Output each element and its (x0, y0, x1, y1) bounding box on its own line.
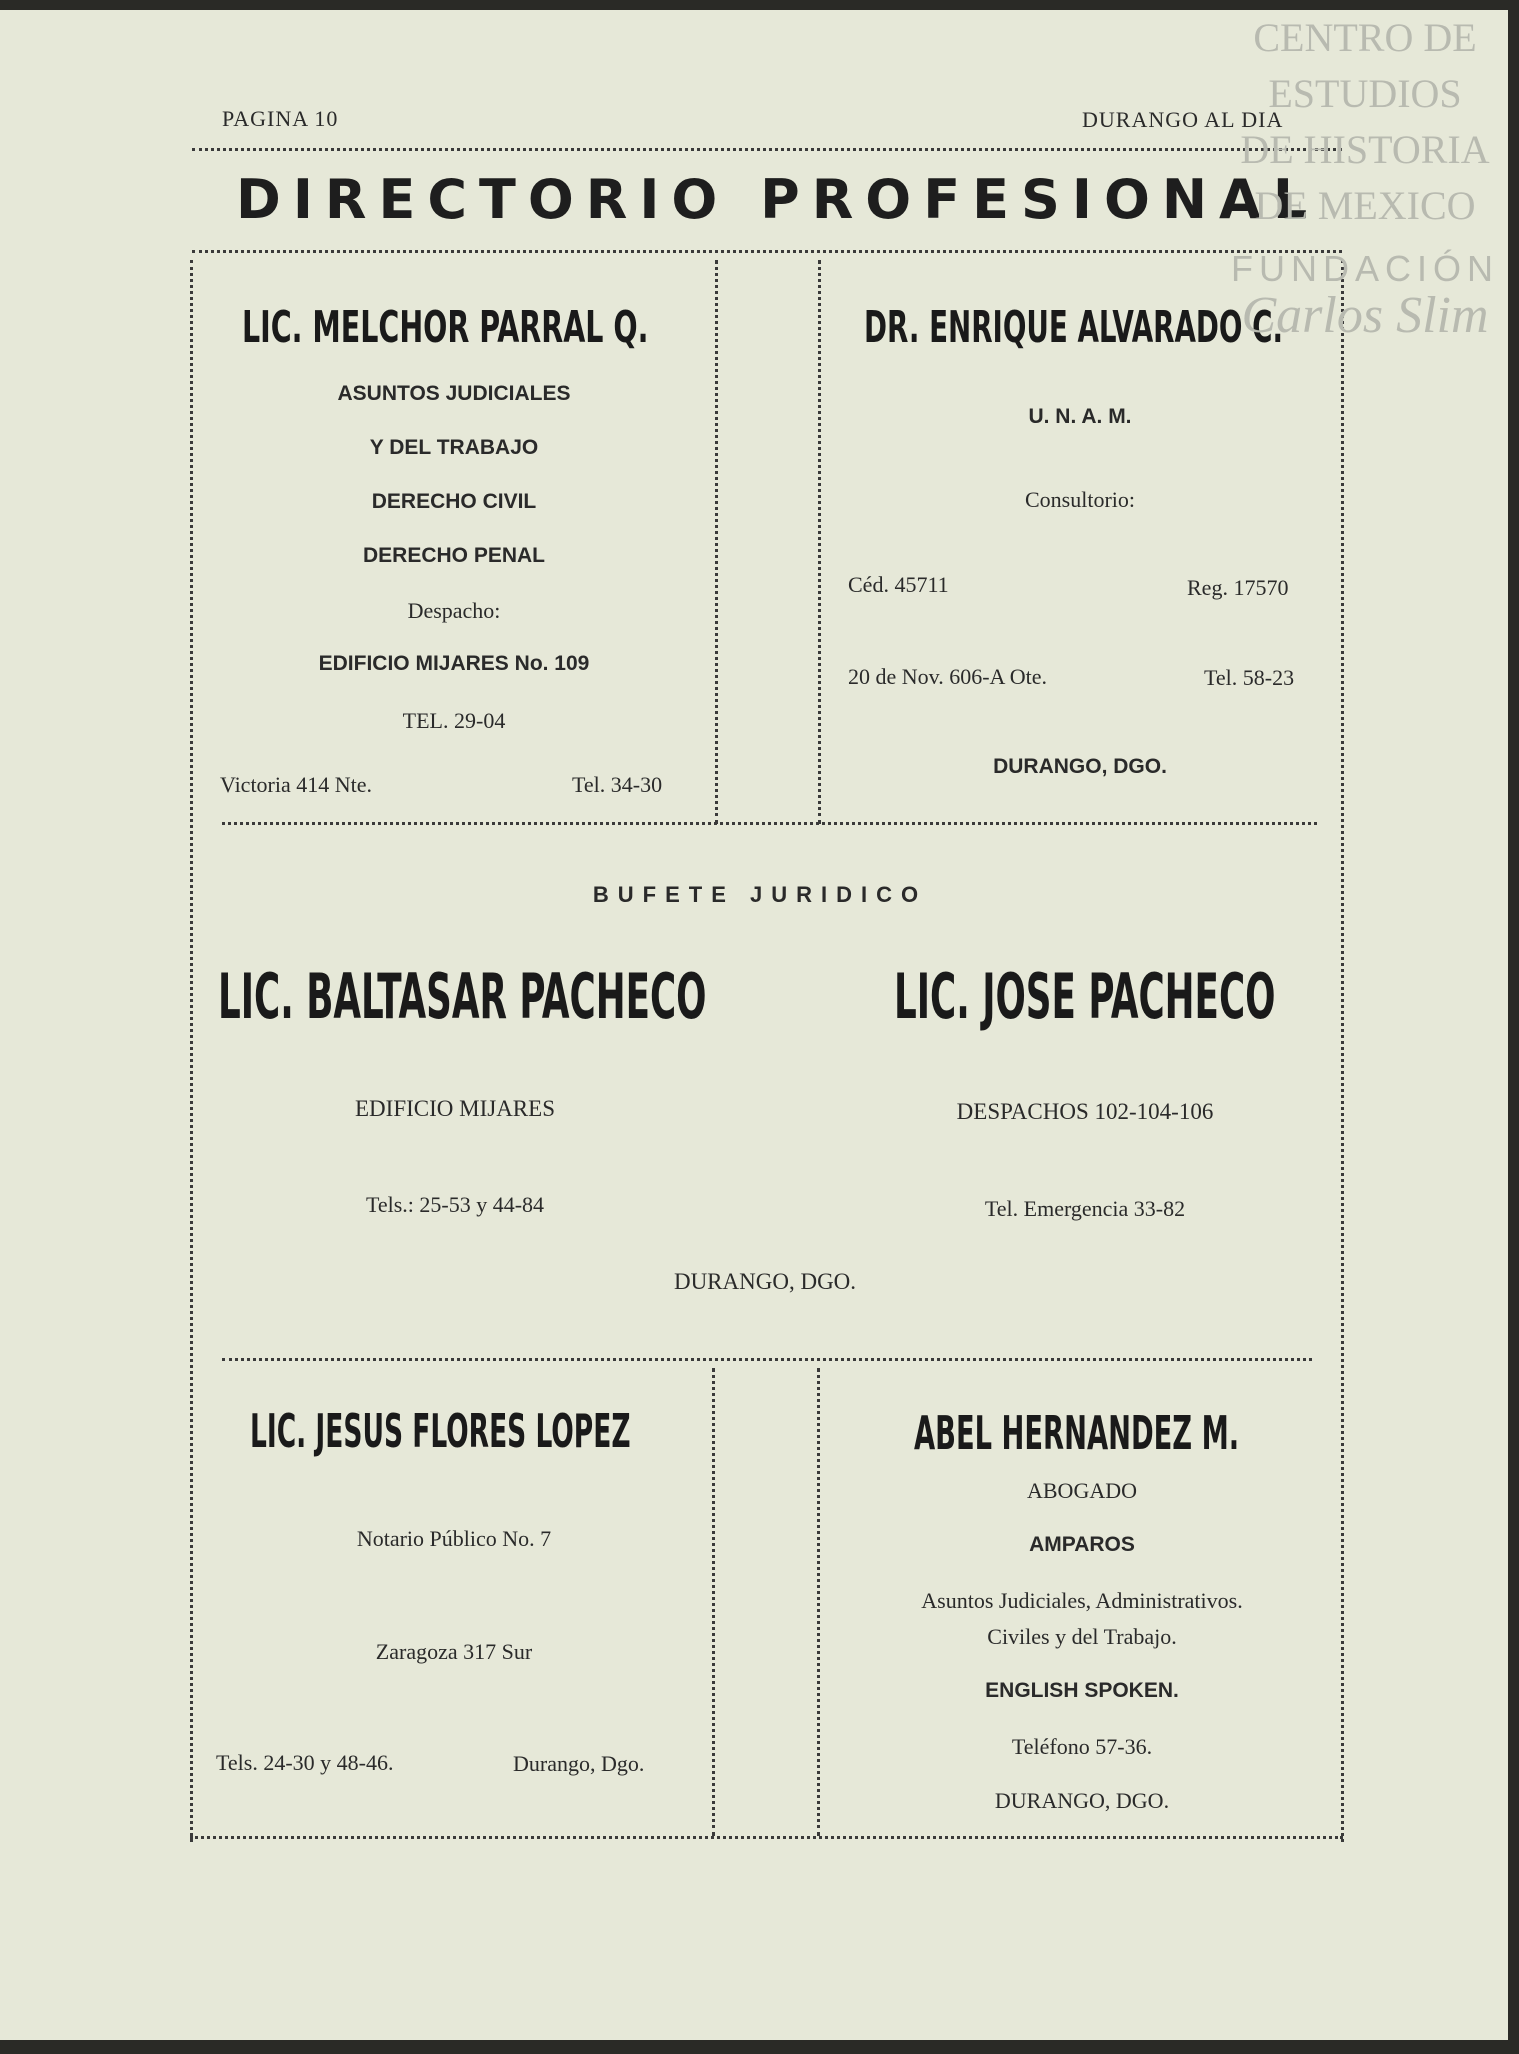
box4-english: ENGLISH SPOKEN. (985, 1679, 1179, 1702)
box3-address: Zaragoza 317 Sur (375, 1639, 533, 1664)
page-title: DIRECTORIO PROFESIONAL (236, 168, 1320, 231)
bufete-despachos: DESPACHOS 102-104-106 (956, 1099, 1214, 1124)
box4-city: DURANGO, DGO. (994, 1788, 1170, 1813)
box1-specialties (214, 382, 694, 764)
box2-city: DURANGO, DGO. (993, 755, 1167, 778)
divider-bottom-1 (712, 1368, 715, 1836)
frame-right (1341, 260, 1344, 1842)
page-number: PAGINA 10 (222, 106, 339, 131)
box4-asuntos-1: Asuntos Judiciales, Administrativos. (921, 1588, 1243, 1613)
box1-line-1: ASUNTOS JUDICIALES (337, 382, 571, 405)
watermark-line-1: CENTRO DE (1253, 15, 1477, 60)
bufete-emergencia: Tel. Emergencia 33-82 (984, 1196, 1186, 1221)
watermark-line-3: DE HISTORIA (1240, 127, 1490, 172)
frame-left (190, 260, 193, 1842)
box3-notario: Notario Público No. 7 (356, 1526, 552, 1551)
box2-consultorio: Consultorio: (1024, 487, 1135, 512)
box1-despacho-label: Despacho: (407, 598, 501, 623)
box4-name: ABEL HERNANDEZ M. (914, 1406, 1240, 1460)
box3-name: LIC. JESUS FLORES LOPEZ (250, 1404, 631, 1458)
box1-tel2: Tel. 34-30 (572, 772, 663, 797)
watermark-line-4: DE MEXICO (1254, 183, 1476, 228)
bufete-left-name: LIC. BALTASAR PACHECO (218, 960, 707, 1033)
magazine-page (0, 10, 1508, 2040)
box4-telefono: Teléfono 57-36. (1011, 1734, 1153, 1759)
divider-top-1 (715, 260, 718, 824)
watermark-line-2: ESTUDIOS (1268, 71, 1462, 116)
box4-asuntos-2: Civiles y del Trabajo. (987, 1624, 1177, 1649)
box1-tel: TEL. 29-04 (402, 708, 506, 733)
box1-edificio: EDIFICIO MIJARES No. 109 (318, 652, 590, 675)
box2-registro: Reg. 17570 (1187, 575, 1289, 600)
box4-amparos: AMPAROS (1029, 1533, 1135, 1556)
divider-top-2 (818, 260, 821, 824)
box3-city: Durango, Dgo. (513, 1751, 645, 1776)
box1-name: LIC. MELCHOR PARRAL Q. (242, 302, 649, 353)
divider-bottom-2 (817, 1368, 820, 1836)
mid-rule-2 (222, 1358, 1312, 1361)
header-rule (192, 148, 1342, 151)
frame-bottom (190, 1836, 1343, 1839)
title-rule (192, 250, 1342, 253)
box2-address: 20 de Nov. 606-A Ote. (848, 664, 1047, 689)
box3-tels: Tels. 24-30 y 48-46. (216, 1750, 394, 1775)
bufete-edificio: EDIFICIO MIJARES (355, 1096, 555, 1121)
bufete-right-name: LIC. JOSE PACHECO (894, 960, 1276, 1033)
box2-name: DR. ENRIQUE ALVARADO C. (864, 302, 1283, 353)
box2-tel: Tel. 58-23 (1204, 665, 1295, 690)
box1-line-2: Y DEL TRABAJO (369, 436, 539, 459)
watermark (1215, 10, 1515, 345)
box1-line-4: DERECHO PENAL (362, 544, 546, 567)
box1-address: Victoria 414 Nte. (220, 772, 373, 797)
watermark-signature: Carlos Slim (1241, 287, 1489, 344)
box4-role: ABOGADO (1027, 1478, 1137, 1503)
bufete-city: DURANGO, DGO. (673, 1269, 857, 1294)
publication-name: DURANGO AL DIA (1082, 107, 1284, 132)
bufete-heading: BUFETE JURIDICO (592, 882, 928, 907)
box2-school: U. N. A. M. (1028, 405, 1132, 428)
box1-line-3: DERECHO CIVIL (371, 490, 537, 513)
mid-rule-1 (222, 822, 1317, 825)
box2-cedula: Céd. 45711 (848, 572, 949, 597)
bufete-tels: Tels.: 25-53 y 44-84 (365, 1192, 545, 1217)
watermark-fundacion: FUNDACIÓN (1231, 248, 1499, 289)
